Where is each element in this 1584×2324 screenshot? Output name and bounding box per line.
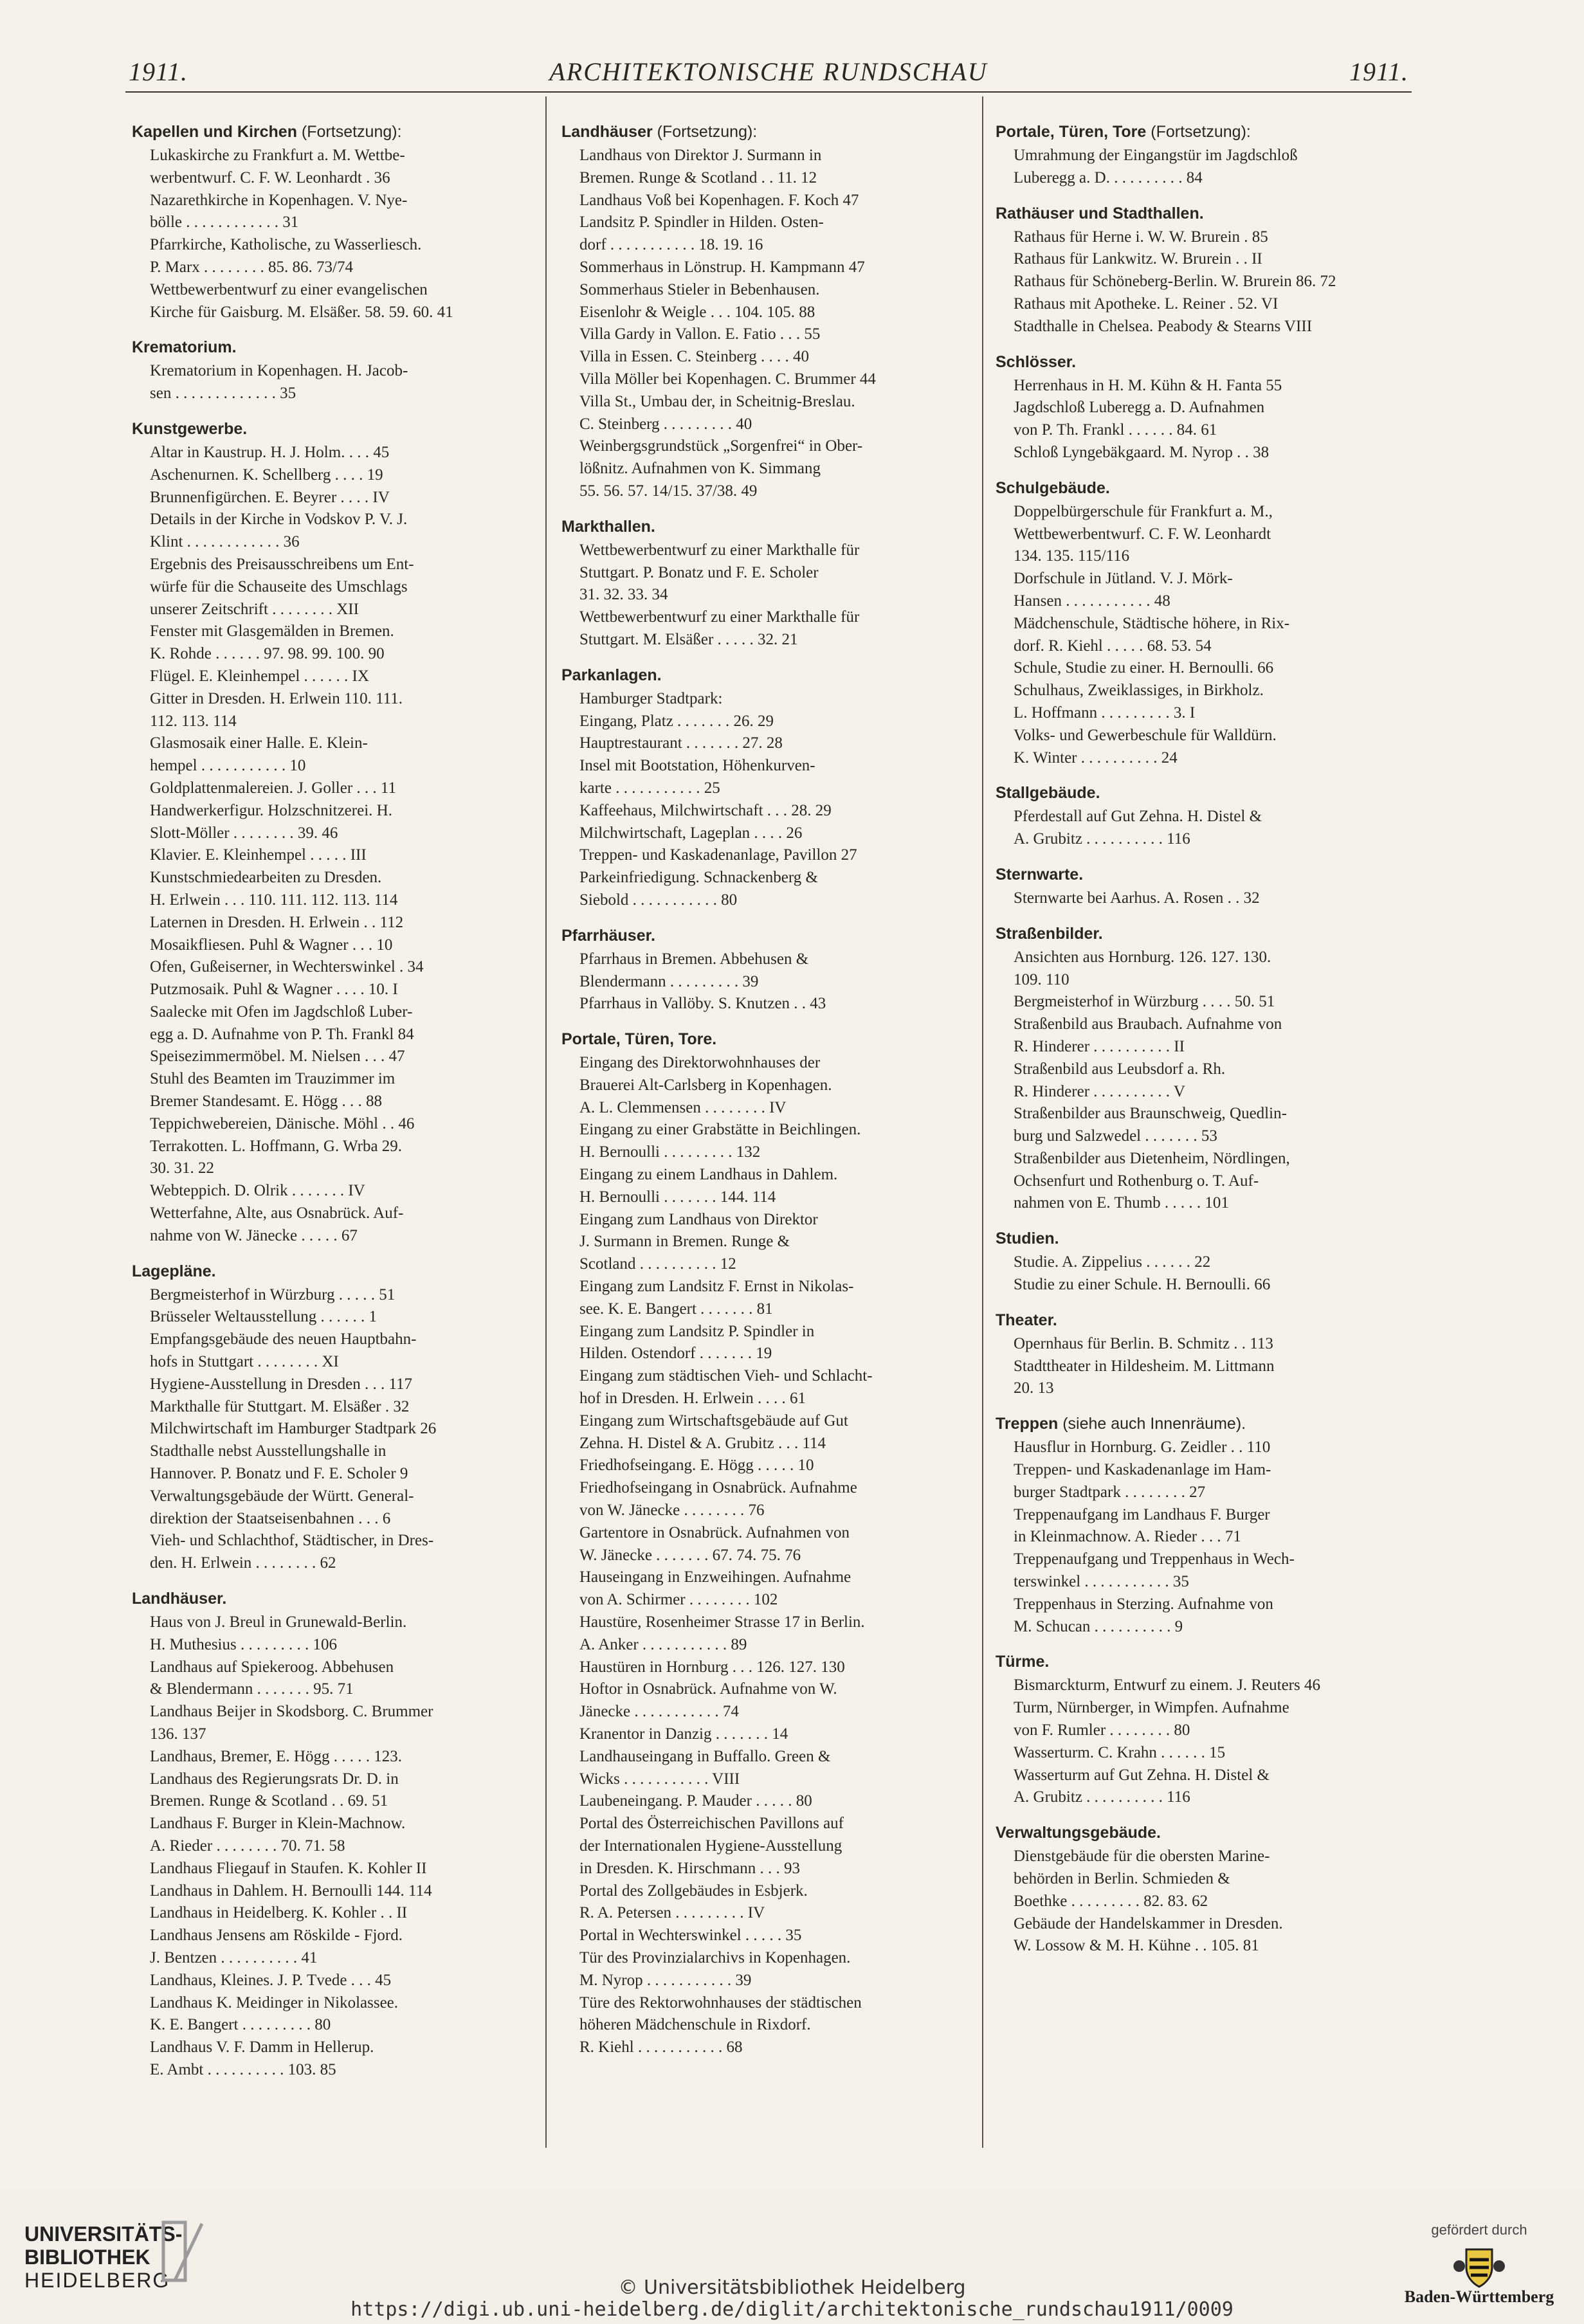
- section-title-text: Rathäuser und Stadthallen.: [996, 204, 1204, 222]
- index-entry: H. Erlwein . . . 110. 111. 112. 113. 114: [150, 891, 398, 909]
- index-entry: würfe für die Schauseite des Umschlags: [150, 577, 408, 595]
- index-entry: Stuhl des Beamten im Trauzimmer im: [150, 1070, 396, 1088]
- index-entry: E. Ambt . . . . . . . . . . 103. 85: [150, 2060, 336, 2078]
- index-entry: Landhaus F. Burger in Klein-Machnow.: [150, 1815, 406, 1833]
- section-title: [561, 666, 929, 685]
- section-title: [996, 204, 1406, 223]
- index-entry: H. Bernoulli . . . . . . . . . 132: [579, 1143, 761, 1161]
- index-entry: Sommerhaus in Lönstrup. H. Kampmann 47: [579, 258, 865, 276]
- index-entry: Gitter in Dresden. H. Erlwein 110. 111.: [150, 689, 403, 707]
- index-entry: Saalecke mit Ofen im Jagdschloß Luber-: [150, 1003, 413, 1021]
- index-entry: Mädchenschule, Städtische höhere, in Rix-: [1014, 614, 1290, 632]
- index-entry: Landhaus Beijer in Skodsborg. C. Brummer: [150, 1703, 433, 1721]
- index-entry: werbentwurf. C. F. W. Leonhardt . 36: [150, 168, 390, 186]
- index-entry: Eingang zum Landsitz F. Ernst in Nikolas-: [579, 1278, 854, 1296]
- index-entry: Schloß Lyngebäkgaard. M. Nyrop . . 38: [1014, 443, 1270, 461]
- section-note: (Fortsetzung):: [296, 123, 402, 141]
- funder-name: Baden-Württemberg: [1404, 2287, 1554, 2306]
- index-entry: Friedhofseingang in Osnabrück. Aufnahme: [579, 1479, 857, 1497]
- index-entry: Bremer Standesamt. E. Högg . . . 88: [150, 1093, 383, 1111]
- index-entry: Stuttgart. P. Bonatz und F. E. Scholer: [579, 563, 819, 581]
- section-title: [996, 1652, 1406, 1671]
- index-entry: Stadthalle in Chelsea. Peabody & Stearns VIII: [1014, 317, 1313, 335]
- index-entry: Laternen in Dresden. H. Erlwein . . 112: [150, 913, 404, 931]
- index-entry: Volks- und Gewerbeschule für Walldürn.: [1014, 726, 1277, 744]
- index-entry: Gartentore in Osnabrück. Aufnahmen von: [579, 1523, 850, 1541]
- index-entry: W. Lossow & M. H. Kühne . . 105. 81: [1014, 1937, 1259, 1955]
- index-entry: Brauerei Alt-Carlsberg in Kopenhagen.: [579, 1076, 832, 1094]
- index-entry: Brunnenfigürchen. E. Beyrer . . . . IV: [150, 488, 390, 506]
- index-entry: A. Rieder . . . . . . . . 70. 71. 58: [150, 1837, 345, 1855]
- index-entry: 112. 113. 114: [150, 712, 237, 730]
- index-entry: Portal in Wechterswinkel . . . . . 35: [579, 1927, 802, 1945]
- section-title: [561, 926, 929, 945]
- index-entry: nahmen von E. Thumb . . . . . 101: [1014, 1194, 1229, 1212]
- index-entry: Landhauseingang in Buffallo. Green &: [579, 1747, 831, 1765]
- index-entry: Dorfschule in Jütland. V. J. Mörk-: [1014, 570, 1233, 588]
- index-entry: Haus von J. Breul in Grunewald-Berlin.: [150, 1613, 407, 1631]
- section-note: (Fortsetzung):: [652, 123, 758, 141]
- index-entry: hof in Dresden. H. Erlwein . . . . 61: [579, 1390, 806, 1408]
- index-entry: Kranentor in Danzig . . . . . . . 14: [579, 1725, 788, 1743]
- index-entry: Haustüre, Rosenheimer Strasse 17 in Berlin.: [579, 1613, 865, 1631]
- header-rule: [125, 91, 1412, 93]
- index-entry: L. Hoffmann . . . . . . . . . 3. I: [1014, 704, 1196, 722]
- section-title-text: Verwaltungsgebäude.: [996, 1824, 1161, 1842]
- index-entry: behörden in Berlin. Schmieden &: [1014, 1870, 1230, 1888]
- index-entry: Gebäude der Handelskammer in Dresden.: [1014, 1914, 1283, 1932]
- index-entry: Kirche für Gaisburg. M. Elsäßer. 58. 59. 60. 41: [150, 303, 453, 321]
- index-entry: Ofen, Gußeiserner, in Wechterswinkel . 34: [150, 958, 424, 976]
- index-entry: hofs in Stuttgart . . . . . . . . XI: [150, 1353, 339, 1371]
- index-entry: Dienstgebäude für die obersten Marine-: [1014, 1847, 1270, 1866]
- index-entry: Markthalle für Stuttgart. M. Elsäßer . 32: [150, 1397, 410, 1415]
- index-entry: von F. Rumler . . . . . . . . 80: [1014, 1721, 1190, 1739]
- index-entry: Villa St., Umbau der, in Scheitnig-Breslau.: [579, 392, 855, 410]
- index-entry: Siebold . . . . . . . . . . . 80: [579, 891, 738, 909]
- index-entry: C. Steinberg . . . . . . . . . 40: [579, 415, 752, 433]
- index-entry: 20. 13: [1014, 1379, 1054, 1397]
- index-entry: Insel mit Bootstation, Höhenkurven-: [579, 757, 815, 775]
- section-title: [132, 419, 531, 439]
- index-entry: sen . . . . . . . . . . . . . 35: [150, 385, 296, 403]
- index-entry: Milchwirtschaft, Lageplan . . . . 26: [579, 824, 803, 842]
- index-column-1: [132, 122, 531, 2082]
- index-entry: Slott-Möller . . . . . . . . 39. 46: [150, 824, 338, 842]
- index-entry: Portal des Zollgebäudes in Esbjerk.: [579, 1882, 808, 1900]
- index-entry: Hausflur in Hornburg. G. Zeidler . . 110: [1014, 1439, 1271, 1457]
- section-note: (siehe auch Innenräume).: [1058, 1415, 1246, 1433]
- index-entry: Hauptrestaurant . . . . . . . 27. 28: [579, 734, 783, 752]
- column-divider: [545, 96, 547, 2148]
- section-title-text: Landhäuser.: [132, 1590, 227, 1608]
- index-entry: 30. 31. 22: [150, 1159, 214, 1177]
- index-entry: Zehna. H. Distel & A. Grubitz . . . 114: [579, 1434, 826, 1452]
- index-entry: Klint . . . . . . . . . . . . 36: [150, 533, 300, 551]
- index-entry: R. Hinderer . . . . . . . . . . V: [1014, 1082, 1185, 1100]
- section-title-text: Stallgebäude.: [996, 784, 1100, 803]
- section-title: [132, 122, 531, 141]
- index-entry: Landsitz P. Spindler in Hilden. Osten-: [579, 213, 824, 231]
- funder-label: gefördert durch: [1431, 2222, 1527, 2238]
- index-entry: Landhaus Voß bei Kopenhagen. F. Koch 47: [579, 191, 859, 209]
- section-title-text: Krematorium.: [132, 338, 237, 357]
- index-entry: Empfangsgebäude des neuen Hauptbahn-: [150, 1330, 417, 1348]
- index-entry: Blendermann . . . . . . . . . 39: [579, 972, 759, 990]
- copyright-notice: © Universitätsbibliothek Heidelberg: [618, 2276, 966, 2299]
- index-entry: bölle . . . . . . . . . . . . 31: [150, 213, 299, 231]
- index-entry: Hauseingang in Enzweihingen. Aufnahme: [579, 1568, 851, 1586]
- index-entry: Milchwirtschaft im Hamburger Stadtpark 26: [150, 1420, 437, 1438]
- index-entry: Landhaus auf Spiekeroog. Abbehusen: [150, 1658, 394, 1676]
- index-column-2: [561, 122, 929, 2059]
- index-entry: Landhaus V. F. Damm in Hellerup.: [150, 2038, 374, 2056]
- index-entry: dorf. R. Kiehl . . . . . 68. 53. 54: [1014, 637, 1212, 655]
- section-title: [561, 122, 929, 141]
- section-title: [561, 517, 929, 536]
- state-coat-of-arms-icon: [1450, 2244, 1508, 2292]
- index-entry: Hamburger Stadtpark:: [579, 689, 723, 707]
- index-entry: direktion der Staatseisenbahnen . . . 6: [150, 1509, 391, 1527]
- index-entry: A. Anker . . . . . . . . . . . 89: [579, 1635, 747, 1653]
- section-title-text: Kapellen und Kirchen: [132, 123, 297, 141]
- index-entry: Bergmeisterhof in Würzburg . . . . 50. 51: [1014, 993, 1275, 1011]
- index-entry: P. Marx . . . . . . . . 85. 86. 73/74: [150, 258, 353, 276]
- index-entry: Eingang zum Landhaus von Direktor: [579, 1210, 818, 1228]
- index-entry: Eingang zu einer Grabstätte in Beichlingen.: [579, 1121, 861, 1139]
- index-entry: Ochsenfurt und Rothenburg o. T. Auf-: [1014, 1172, 1259, 1190]
- index-entry: Sternwarte bei Aarhus. A. Rosen . . 32: [1014, 889, 1260, 907]
- section-title-text: Schlösser.: [996, 352, 1077, 371]
- index-entry: W. Jänecke . . . . . . . 67. 74. 75. 76: [579, 1546, 801, 1564]
- index-entry: Landhaus des Regierungsrats Dr. D. in: [150, 1770, 399, 1788]
- index-entry: von P. Th. Frankl . . . . . . 84. 61: [1014, 421, 1217, 439]
- index-entry: & Blendermann . . . . . . . 95. 71: [150, 1680, 354, 1698]
- index-entry: Landhaus Jensens am Röskilde - Fjord.: [150, 1927, 403, 1945]
- index-entry: Hansen . . . . . . . . . . . 48: [1014, 592, 1170, 610]
- section-title: [996, 924, 1406, 943]
- index-entry: der Internationalen Hygiene-Ausstellung: [579, 1837, 842, 1855]
- index-entry: Verwaltungsgebäude der Württ. General-: [150, 1487, 414, 1505]
- index-entry: Bremen. Runge & Scotland . . 11. 12: [579, 168, 817, 186]
- index-entry: Ansichten aus Hornburg. 126. 127. 130.: [1014, 948, 1271, 966]
- index-entry: karte . . . . . . . . . . . 25: [579, 779, 720, 797]
- index-entry: Türe des Rektorwohnhauses der städtischen: [579, 1993, 862, 2011]
- index-entry: Haustüren in Hornburg . . . 126. 127. 130: [579, 1658, 845, 1676]
- index-entry: Studie zu einer Schule. H. Bernoulli. 66: [1014, 1276, 1271, 1294]
- index-entry: Goldplattenmalereien. J. Goller . . . 11: [150, 779, 396, 797]
- index-entry: Portal des Österreichischen Pavillons auf: [579, 1815, 844, 1833]
- index-entry: Brüsseler Weltausstellung . . . . . . 1: [150, 1308, 378, 1326]
- index-entry: Wettbewerbentwurf zu einer Markthalle für: [579, 608, 860, 626]
- section-title-text: Portale, Türen, Tore: [996, 123, 1147, 141]
- index-entry: Eingang zum städtischen Vieh- und Schlacht-: [579, 1367, 873, 1385]
- index-entry: A. Grubitz . . . . . . . . . . 116: [1014, 1788, 1190, 1806]
- index-entry: M. Schucan . . . . . . . . . . 9: [1014, 1617, 1183, 1635]
- section-title: [996, 783, 1406, 803]
- logo-line: UNIVERSITÄTS-: [24, 2222, 183, 2246]
- index-entry: Terrakotten. L. Hoffmann, G. Wrba 29.: [150, 1137, 403, 1155]
- index-entry: Altar in Kaustrup. H. J. Holm. . . . 45: [150, 443, 390, 461]
- logo-line: BIBLIOTHEK: [24, 2246, 150, 2269]
- section-title-text: Türme.: [996, 1653, 1050, 1671]
- index-entry: J. Bentzen . . . . . . . . . . 41: [150, 1948, 318, 1966]
- index-entry: Hygiene-Ausstellung in Dresden . . . 117: [150, 1375, 413, 1393]
- index-entry: Pfarrhaus in Bremen. Abbehusen &: [579, 950, 809, 968]
- index-entry: Straßenbilder aus Braunschweig, Quedlin-: [1014, 1105, 1287, 1123]
- index-entry: H. Bernoulli . . . . . . . 144. 114: [579, 1188, 776, 1206]
- index-entry: 31. 32. 33. 34: [579, 586, 668, 604]
- index-entry: Bremen. Runge & Scotland . . 69. 51: [150, 1792, 388, 1810]
- index-entry: Putzmosaik. Puhl & Wagner . . . . 10. I: [150, 981, 398, 999]
- index-entry: K. Winter . . . . . . . . . . 24: [1014, 749, 1178, 767]
- section-title: [996, 478, 1406, 498]
- index-entry: Luberegg a. D. . . . . . . . . . 84: [1014, 168, 1203, 186]
- index-entry: Landhaus von Direktor J. Surmann in: [579, 147, 822, 164]
- index-entry: Fenster mit Glasgemälden in Bremen.: [150, 622, 394, 640]
- index-entry: Rathaus mit Apotheke. L. Reiner . 52. VI: [1014, 295, 1279, 313]
- index-entry: Speisezimmermöbel. M. Nielsen . . . 47: [150, 1048, 405, 1066]
- index-entry: 55. 56. 57. 14/15. 37/38. 49: [579, 482, 758, 500]
- index-entry: Villa Gardy in Vallon. E. Fatio . . . 55: [579, 325, 821, 343]
- index-entry: Wettbewerbentwurf zu einer evangelischen: [150, 280, 428, 298]
- index-entry: Teppichwebereien, Dänische. Möhl . . 46: [150, 1114, 415, 1132]
- section-title: [996, 122, 1406, 141]
- index-entry: Friedhofseingang. E. Högg . . . . . 10: [579, 1457, 814, 1475]
- index-entry: K. Rohde . . . . . . 97. 98. 99. 100. 90: [150, 645, 385, 663]
- section-title-text: Theater.: [996, 1311, 1057, 1329]
- index-entry: höheren Mädchenschule in Rixdorf.: [579, 2016, 811, 2034]
- index-entry: terswinkel . . . . . . . . . . . 35: [1014, 1573, 1189, 1591]
- index-entry: in Dresden. K. Hirschmann . . . 93: [579, 1859, 800, 1877]
- index-entry: Schule, Studie zu einer. H. Bernoulli. 66: [1014, 659, 1274, 677]
- section-title: [996, 352, 1406, 372]
- index-entry: 134. 135. 115/116: [1014, 547, 1130, 565]
- section-title-text: Studien.: [996, 1230, 1059, 1248]
- index-entry: Wetterfahne, Alte, aus Osnabrück. Auf-: [150, 1204, 404, 1222]
- index-entry: Landhaus Fliegauf in Staufen. K. Kohler II: [150, 1859, 427, 1877]
- index-entry: J. Surmann in Bremen. Runge &: [579, 1233, 790, 1251]
- index-entry: unserer Zeitschrift . . . . . . . . XII: [150, 600, 359, 618]
- index-entry: Laubeneingang. P. Mauder . . . . . 80: [579, 1792, 812, 1810]
- index-entry: Tür des Provinzialarchivs in Kopenhagen.: [579, 1948, 851, 1966]
- index-entry: Hannover. P. Bonatz und F. E. Scholer 9: [150, 1465, 408, 1483]
- index-entry: Klavier. E. Kleinhempel . . . . . III: [150, 846, 367, 864]
- index-entry: A. Grubitz . . . . . . . . . . 116: [1014, 830, 1190, 848]
- section-title: [996, 1414, 1406, 1433]
- index-entry: Wettbewerbentwurf zu einer Markthalle für: [579, 541, 860, 559]
- index-entry: Wasserturm auf Gut Zehna. H. Distel &: [1014, 1766, 1270, 1784]
- index-entry: Umrahmung der Eingangstür im Jagdschloß: [1014, 147, 1298, 164]
- index-entry: Pfarrhaus in Vallöby. S. Knutzen . . 43: [579, 995, 826, 1013]
- index-entry: Eingang zu einem Landhaus in Dahlem.: [579, 1166, 838, 1184]
- index-entry: Rathaus für Herne i. W. W. Brurein . 85: [1014, 228, 1268, 246]
- section-title: [132, 1589, 531, 1608]
- journal-title: ARCHITEKTONISCHE RUNDSCHAU: [549, 57, 988, 86]
- section-title-text: Lagepläne.: [132, 1262, 216, 1280]
- index-entry: Landhaus K. Meidinger in Nikolassee.: [150, 1993, 399, 2011]
- index-entry: Jänecke . . . . . . . . . . . 74: [579, 1703, 739, 1721]
- index-entry: Hilden. Ostendorf . . . . . . . 19: [579, 1345, 772, 1363]
- index-entry: Ergebnis des Preisausschreibens um Ent-: [150, 555, 414, 573]
- index-entry: hempel . . . . . . . . . . . 10: [150, 757, 306, 775]
- index-entry: Mosaikfliesen. Puhl & Wagner . . . 10: [150, 936, 393, 954]
- index-entry: Pferdestall auf Gut Zehna. H. Distel &: [1014, 808, 1262, 826]
- index-entry: egg a. D. Aufnahme von P. Th. Frankl 84: [150, 1025, 414, 1043]
- index-entry: Treppenaufgang und Treppenhaus in Wech-: [1014, 1550, 1295, 1568]
- section-title-text: Landhäuser: [561, 123, 653, 141]
- index-entry: Krematorium in Kopenhagen. H. Jacob-: [150, 362, 408, 380]
- index-entry: K. E. Bangert . . . . . . . . . 80: [150, 2016, 331, 2034]
- index-entry: Eingang zum Wirtschaftsgebäude auf Gut: [579, 1412, 848, 1430]
- index-entry: Eisenlohr & Weigle . . . 104. 105. 88: [579, 303, 815, 321]
- index-entry: Kunstschmiedearbeiten zu Dresden.: [150, 869, 382, 887]
- index-entry: Parkeinfriedigung. Schnackenberg &: [579, 869, 818, 887]
- index-entry: Eingang des Direktorwohnhauses der: [579, 1054, 821, 1072]
- index-entry: see. K. E. Bangert . . . . . . . 81: [579, 1300, 773, 1318]
- index-entry: Eingang, Platz . . . . . . . 26. 29: [579, 712, 774, 730]
- source-url-link[interactable]: https://digi.ub.uni-heidelberg.de/diglit/architektonische_rundschau1911/0009: [350, 2298, 1234, 2321]
- section-title-text: Treppen: [996, 1415, 1059, 1433]
- index-entry: Lukaskirche zu Frankfurt a. M. Wettbe-: [150, 147, 405, 164]
- index-entry: in Kleinmachnow. A. Rieder . . . 71: [1014, 1528, 1241, 1546]
- index-entry: Rathaus für Lankwitz. W. Brurein . . II: [1014, 250, 1262, 268]
- index-entry: Stuttgart. M. Elsäßer . . . . . 32. 21: [579, 630, 798, 648]
- index-entry: Handwerkerfigur. Holzschnitzerei. H.: [150, 801, 392, 819]
- index-entry: Details in der Kirche in Vodskov P. V. J.: [150, 511, 408, 529]
- index-entry: Doppelbürgerschule für Frankfurt a. M.,: [1014, 502, 1273, 520]
- logo-line: HEIDELBERG: [24, 2269, 170, 2292]
- index-entry: Villa Möller bei Kopenhagen. C. Brummer 44: [579, 370, 876, 388]
- section-title: [996, 1823, 1406, 1842]
- index-entry: Nazarethkirche in Kopenhagen. V. Nye-: [150, 191, 408, 209]
- index-entry: Pfarrkirche, Katholische, zu Wasserliesch.: [150, 236, 422, 254]
- index-entry: Straßenbild aus Braubach. Aufnahme von: [1014, 1015, 1282, 1033]
- section-title-text: Portale, Türen, Tore.: [561, 1030, 717, 1049]
- index-entry: Treppenaufgang im Landhaus F. Burger: [1014, 1505, 1270, 1523]
- index-entry: Landhaus in Heidelberg. K. Kohler . . II: [150, 1904, 408, 1922]
- index-entry: R. Hinderer . . . . . . . . . . II: [1014, 1037, 1185, 1055]
- index-entry: Opernhaus für Berlin. B. Schmitz . . 113: [1014, 1334, 1273, 1352]
- index-entry: Landhaus, Kleines. J. P. Tvede . . . 45: [150, 1971, 392, 1989]
- section-title-text: Sternwarte.: [996, 865, 1084, 884]
- section-title-text: Pfarrhäuser.: [561, 926, 655, 945]
- index-entry: Villa in Essen. C. Steinberg . . . . 40: [579, 348, 810, 366]
- index-entry: Wicks . . . . . . . . . . . VIII: [579, 1770, 740, 1788]
- index-entry: Treppen- und Kaskadenanlage, Pavillon 27: [579, 846, 857, 864]
- index-entry: R. A. Petersen . . . . . . . . . IV: [579, 1904, 765, 1922]
- index-entry: Landhaus in Dahlem. H. Bernoulli 144. 114: [150, 1882, 432, 1900]
- index-entry: Kaffeehaus, Milchwirtschaft . . . 28. 29: [579, 801, 832, 819]
- index-entry: Stadthalle nebst Ausstellungshalle in: [150, 1442, 387, 1460]
- index-entry: Treppen- und Kaskadenanlage im Ham-: [1014, 1461, 1271, 1479]
- section-title: [132, 1262, 531, 1281]
- index-entry: Studie. A. Zippelius . . . . . . 22: [1014, 1253, 1211, 1271]
- index-entry: R. Kiehl . . . . . . . . . . . 68: [579, 2038, 743, 2056]
- section-title: [561, 1030, 929, 1049]
- index-entry: Schulhaus, Zweiklassiges, in Birkholz.: [1014, 682, 1264, 700]
- index-entry: dorf . . . . . . . . . . . 18. 19. 16: [579, 236, 763, 254]
- section-title-text: Kunstgewerbe.: [132, 419, 248, 438]
- index-entry: 109. 110: [1014, 970, 1070, 988]
- section-title-text: Schulgebäude.: [996, 478, 1110, 497]
- year-left: 1911.: [129, 57, 188, 86]
- index-entry: Rathaus für Schöneberg-Berlin. W. Brurein 86. 72: [1014, 273, 1336, 291]
- index-entry: Weinbergsgrundstück „Sorgenfrei“ in Ober-: [579, 437, 863, 455]
- index-entry: Wettbewerbentwurf. C. F. W. Leonhardt: [1014, 525, 1271, 543]
- index-entry: lößnitz. Aufnahmen von K. Simmang: [579, 460, 821, 478]
- index-entry: Straßenbilder aus Dietenheim, Nördlingen,: [1014, 1149, 1290, 1167]
- index-entry: Treppenhaus in Sterzing. Aufnahme von: [1014, 1595, 1273, 1613]
- index-entry: Landhaus, Bremer, E. Högg . . . . . 123.: [150, 1747, 402, 1765]
- index-entry: Eingang zum Landsitz P. Spindler in: [579, 1322, 815, 1340]
- section-title: [996, 865, 1406, 884]
- index-entry: burger Stadtpark . . . . . . . . 27: [1014, 1483, 1206, 1501]
- index-entry: Bismarckturm, Entwurf zu einem. J. Reuters 46: [1014, 1676, 1320, 1694]
- section-title-text: Straßenbilder.: [996, 924, 1103, 943]
- index-entry: Scotland . . . . . . . . . . 12: [579, 1255, 736, 1273]
- index-entry: 136. 137: [150, 1725, 206, 1743]
- index-entry: Flügel. E. Kleinhempel . . . . . . IX: [150, 667, 369, 685]
- index-entry: Vieh- und Schlachthof, Städtischer, in Dres-: [150, 1532, 434, 1550]
- index-entry: H. Muthesius . . . . . . . . . 106: [150, 1635, 337, 1653]
- section-title: [996, 1311, 1406, 1330]
- index-entry: Webteppich. D. Olrik . . . . . . . IV: [150, 1182, 365, 1200]
- index-entry: Aschenurnen. K. Schellberg . . . . 19: [150, 466, 383, 484]
- index-entry: Turm, Nürnberger, in Wimpfen. Aufnahme: [1014, 1699, 1289, 1717]
- index-entry: Boethke . . . . . . . . . 82. 83. 62: [1014, 1892, 1208, 1910]
- index-entry: Hoftor in Osnabrück. Aufnahme von W.: [579, 1680, 837, 1698]
- page-header: [129, 57, 1408, 93]
- index-entry: Glasmosaik einer Halle. E. Klein-: [150, 734, 368, 752]
- section-title: [132, 338, 531, 357]
- section-title-text: Markthallen.: [561, 517, 655, 536]
- index-column-3: [996, 122, 1406, 1957]
- index-entry: von W. Jänecke . . . . . . . . 76: [579, 1502, 765, 1520]
- index-entry: Jagdschloß Luberegg a. D. Aufnahmen: [1014, 399, 1265, 417]
- index-entry: Stadttheater in Hildesheim. M. Littmann: [1014, 1357, 1275, 1375]
- index-entry: M. Nyrop . . . . . . . . . . . 39: [579, 1971, 752, 1989]
- index-entry: den. H. Erlwein . . . . . . . . 62: [150, 1554, 336, 1572]
- index-entry: Bergmeisterhof in Würzburg . . . . . 51: [150, 1285, 396, 1303]
- section-title: [996, 1229, 1406, 1248]
- column-divider: [982, 96, 983, 2148]
- index-entry: burg und Salzwedel . . . . . . . 53: [1014, 1127, 1217, 1145]
- index-entry: Straßenbild aus Leubsdorf a. Rh.: [1014, 1060, 1226, 1078]
- index-entry: A. L. Clemmensen . . . . . . . . IV: [579, 1098, 787, 1116]
- section-title-text: Parkanlagen.: [561, 666, 662, 684]
- section-note: (Fortsetzung):: [1146, 123, 1251, 141]
- year-right: 1911.: [1349, 57, 1408, 86]
- index-entry: Sommerhaus Stieler in Bebenhausen.: [579, 280, 820, 298]
- index-entry: Wasserturm. C. Krahn . . . . . . 15: [1014, 1743, 1226, 1761]
- index-entry: nahme von W. Jänecke . . . . . 67: [150, 1226, 358, 1244]
- index-entry: von A. Schirmer . . . . . . . . 102: [579, 1591, 778, 1609]
- index-entry: Herrenhaus in H. M. Kühn & H. Fanta 55: [1014, 376, 1282, 394]
